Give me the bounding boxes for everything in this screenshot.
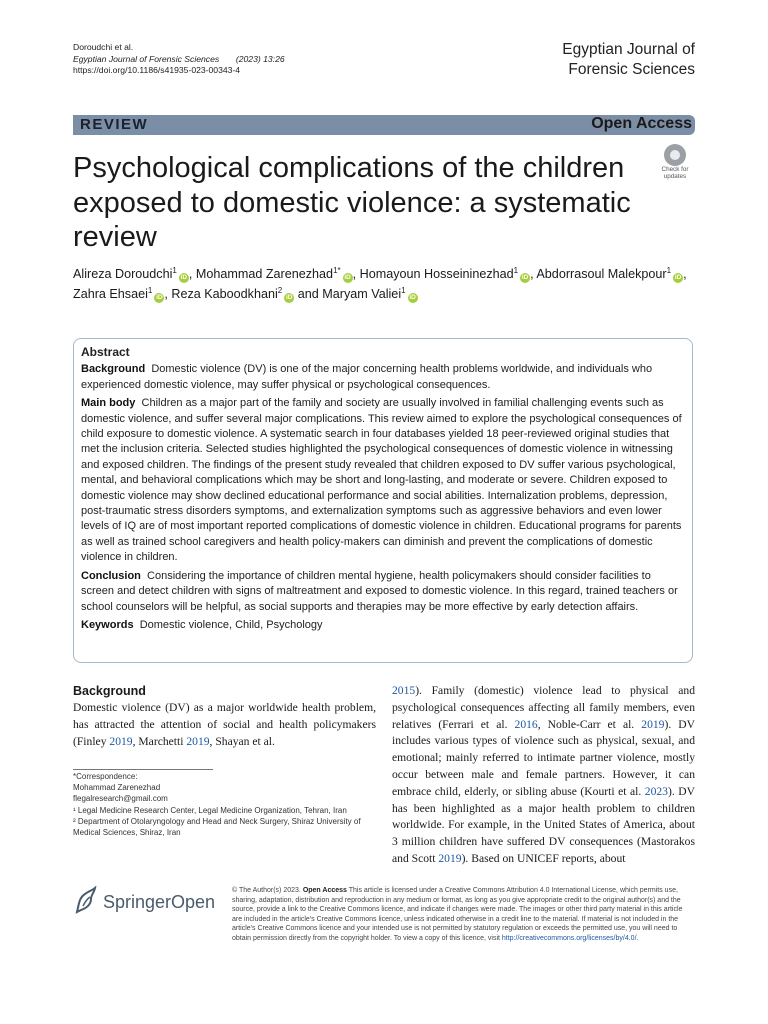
correspondence-email[interactable]: flegalresearch@gmail.com: [73, 794, 168, 804]
check-for-updates-badge[interactable]: [655, 140, 695, 182]
affiliation-2: ² Department of Otolaryngology and Head and Neck Surgery, Shiraz University of Medical Sciences, Shiraz, Iran: [73, 816, 361, 838]
author-name[interactable]: Mohammad Zarenezhad: [195, 267, 334, 281]
abstract-conclusion: [81, 569, 685, 615]
citation-link[interactable]: 2016: [514, 717, 538, 731]
abstract-main-text: Children as a major part of the family and society are usually involved in familial challenging events such as domestic violence, and suffer several major complications. This review aimed to explore the psychological consequences of child exposure to domestic violence. A systematic search in four databases yielded 18 peer-reviewed original studies that met the inclusion criteria. Selected studies highlighted the psychological consequences of domestic violence in witnessing and exposed children. The findings of the present study revealed that children exposed to DV suffer various psychological, mental, and behavioral complications which may be short and long-lasting, and moderate or severe. Children exposed to domestic violence may show declined educational performance and social abilities. Internalization problems, depression, post-traumatic stress disorders symptoms, and externalization symptoms such as aggressive behaviors and even lower levels of IQ are of most important reported complications of domestic violence in children. Educational programs for parents as well as trained school caregivers and health policy-makers can diminish and prevent the complications of domestic violence in children.: [81, 397, 682, 564]
author-list: Alireza Doroudchi$^1$iD , Mohammad Zarenezhad$^{1*}$iD , Homayoun Hosseininezhad$^1$iD , Abdorrasoul Malekpour$^1$iD , Zahra Ehsaei$^1$iD , Reza Kaboodkhani$^2$iD and Maryam Valiei$^1$iD: [73, 265, 687, 301]
abstract-main-body: [81, 396, 685, 565]
author-name[interactable]: Maryam Valiei: [322, 286, 402, 301]
crossmark-line2: updates: [663, 173, 687, 180]
abstract: [81, 345, 685, 636]
author-affiliation-mark: 1: [401, 285, 406, 295]
article-type-label: REVIEW: [80, 116, 149, 133]
author-affiliation-mark: 1: [666, 265, 672, 275]
running-author: Doroudchi et al.: [73, 42, 134, 52]
doi-link[interactable]: https://doi.org/10.1186/s41935-023-00343-4: [73, 65, 241, 75]
orcid-icon[interactable]: iD: [286, 293, 293, 301]
author-affiliation-mark: 1: [147, 285, 153, 295]
abstract-background: [81, 362, 685, 393]
citation-link[interactable]: 2019: [186, 734, 210, 748]
author-affiliation-mark: 2: [277, 285, 283, 295]
article-title: Psychological complications of the children exposed to domestic violence: a systematic review: [73, 152, 631, 253]
author-name[interactable]: Abdorrasoul Malekpour: [536, 267, 667, 281]
author-affiliation-mark: 1*: [333, 265, 341, 275]
author-name[interactable]: Zahra Ehsaei: [73, 286, 148, 301]
author-affiliation-mark: 1: [172, 265, 177, 275]
abstract-conclusion-heading: Conclusion: [81, 569, 141, 582]
correspondence-name: Mohammad Zarenezhad: [73, 783, 161, 793]
license-statement: © The Author(s) 2023. Open Access This article is licensed under a Creative Commons Attribution 4.0 International License, which permits use, sharing, adaptation, distribution and reproduction in any medium or format, as long as you give appropriate credit to the original author(s) and the source, provide a link to the Creative Commons licence, and indicate if changes were made. The images or other third party material in this article are included in the article's Creative Commons licence, unless indicated otherwise in a credit line to the material. If material is not included in the article's Creative Commons licence and your intended use is not permitted by statutory regulation or exceeds the permitted use, you will need to obtain permission directly from the copyright holder. To view a copy of this licence, visit http://creativecommons.org/licenses/by/4.0/.: [232, 887, 683, 942]
orcid-icon[interactable]: iD: [180, 274, 188, 281]
orcid-icon[interactable]: iD: [156, 293, 163, 301]
journal-name-line1: Egyptian Journal of: [562, 41, 695, 58]
journal-short-name: Egyptian Journal of Forensic Sciences: [73, 53, 220, 64]
keywords-text: Domestic violence, Child, Psychology: [139, 618, 323, 631]
author-name[interactable]: Homayoun Hosseininezhad: [359, 267, 514, 281]
footnotes: [73, 771, 373, 838]
body-column-left: Domestic violence (DV) as a major worldwide health problem, has attracted the attention of social and health policymakers (Finley 2019, Marchetti 2019, Shayan et al.: [73, 701, 376, 748]
correspondence-label: *Correspondence:: [73, 772, 138, 781]
citation-link[interactable]: 2019: [641, 717, 665, 731]
citation-link[interactable]: 2023: [644, 784, 668, 798]
orcid-icon[interactable]: iD: [409, 293, 416, 301]
abstract-conclusion-text: Considering the importance of children mental hygiene, health policymakers should consider facilities to screen and detect children with signs of maltreatment and exposed to domestic violence. In this regard, trained teachers or school counselors will be helpful, as social supports and therapies may be more effective by early detection affairs.: [81, 569, 678, 613]
orcid-icon[interactable]: iD: [521, 274, 529, 281]
citation-block: [73, 42, 285, 77]
journal-name-line2: Forensic Sciences: [568, 61, 695, 78]
citation-link[interactable]: 2019: [438, 851, 462, 865]
body-column-right: 2015). Family (domestic) violence lead to physical and psychological consequences affecting all family members, even relatives (Ferrari et al. 2016, Noble-Carr et al. 2019). DV includes various types of violence such as physical, sexual, and emotional; mainly referred to intimate partner violence, mostly occur between male and female partners. However, it can embrace child, elderly, or sibling abuse (Kourti et al. 2023). DV has been highlighted as a major health problem to children worldwide. For example, in the United States of America, about 3 million children have suffered DV consequences (Mastorakos and Scott 2019). Based on UNICEF reports, about: [392, 684, 696, 865]
year-volume: (2023) 13:26: [235, 53, 285, 64]
publisher-name: SpringerOpen: [103, 892, 216, 912]
orcid-icon[interactable]: iD: [674, 274, 682, 281]
author-name[interactable]: Reza Kaboodkhani: [171, 286, 278, 301]
author-affiliation-mark: 1: [513, 265, 519, 275]
abstract-background-heading: Background: [81, 363, 146, 376]
abstract-keywords: [81, 618, 685, 633]
springer-horse-icon: [73, 886, 99, 916]
orcid-icon[interactable]: iD: [344, 274, 351, 281]
abstract-main-heading: Main body: [81, 397, 136, 410]
crossmark-line1: Check for: [661, 166, 689, 173]
section-heading: Background: [73, 684, 146, 698]
keywords-heading: Keywords: [81, 618, 134, 631]
citation-link[interactable]: 2019: [109, 734, 133, 748]
author-name[interactable]: Alireza Doroudchi: [73, 267, 173, 281]
open-access-label: Open Access: [591, 115, 692, 132]
open-access-inline: Open Access: [302, 887, 347, 894]
abstract-background-text: Domestic violence (DV) is one of the major concerning health problems worldwide, and individuals who experienced domestic violence, may suffer physical or psychological consequences.: [81, 363, 653, 391]
journal-name: [562, 40, 695, 80]
license-link[interactable]: http://creativecommons.org/licenses/by/4.0/: [501, 934, 637, 942]
citation-link[interactable]: 2015: [392, 684, 416, 697]
affiliation-1: ¹ Legal Medicine Research Center, Legal Medicine Organization, Tehran, Iran: [73, 805, 347, 815]
footnote-divider: [73, 769, 213, 770]
abstract-heading: Abstract: [81, 345, 130, 359]
springer-open-logo: [73, 886, 223, 920]
